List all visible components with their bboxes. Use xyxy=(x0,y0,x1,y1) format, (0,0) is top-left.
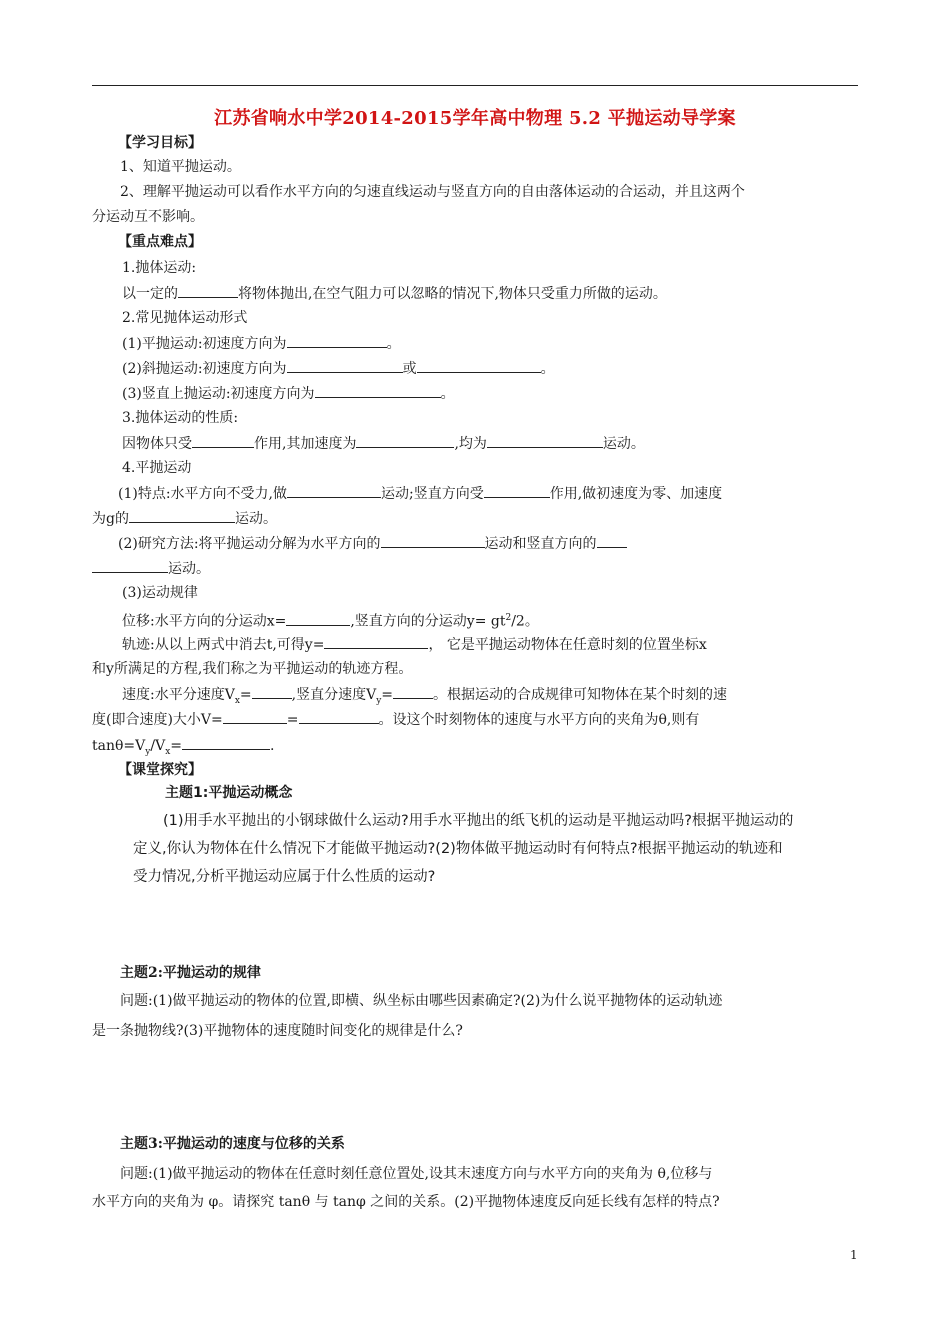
velocity-line-1: 速度:水平分速度$V_x=$ ,竖直分速度$V_y=$ 。根据运动的合成规律可知物体在某个时刻的速 xyxy=(122,684,727,711)
fill-blank[interactable] xyxy=(597,533,627,548)
section-4-title: 4.平抛运动 xyxy=(122,460,192,476)
fill-blank[interactable] xyxy=(178,283,238,298)
fill-blank[interactable] xyxy=(287,358,403,373)
section-2-item-1: (1)平抛运动:初速度方向为 。 xyxy=(122,333,401,354)
section-4-feature-1: (1)特点:水平方向不受力,做 运动;竖直方向受 作用,做初速度为零、加速度 xyxy=(118,483,722,504)
section-4-method-1: (2)研究方法:将平抛运动分解为水平方向的 运动和竖直方向的 xyxy=(118,533,627,554)
fill-blank[interactable] xyxy=(393,684,433,699)
motion-laws-title: (3)运动规律 xyxy=(122,585,198,601)
section-4-feature-2: 为g的 运动。 xyxy=(92,508,277,529)
page-title: 江苏省响水中学2014-2015学年高中物理 5.2 平抛运动导学案 xyxy=(214,108,736,129)
section-3-title: 3.抛体运动的性质: xyxy=(122,410,239,426)
keypoints-heading: 【重点难点】 xyxy=(118,234,202,250)
section-4-method-2: 运动。 xyxy=(92,558,210,579)
topic-2-line-1: 问题:(1)做平抛运动的物体的位置,即横、纵坐标由哪些因素确定?(2)为什么说平抛物体的运动轨迹 xyxy=(120,993,723,1009)
fill-blank[interactable] xyxy=(223,709,287,724)
fill-blank[interactable] xyxy=(286,611,350,626)
fill-blank[interactable] xyxy=(129,508,235,523)
section-1-title: 1.抛体运动: xyxy=(122,260,197,276)
objective-1: 1、知道平抛运动。 xyxy=(120,159,241,175)
section-2-title: 2.常见抛体运动形式 xyxy=(122,310,248,326)
fill-blank[interactable] xyxy=(417,358,541,373)
topic-1-line-2: 定义,你认为物体在什么情况下才能做平抛运动?(2)物体做平抛运动时有何特点?根据平抛运动的轨迹和 xyxy=(133,841,783,857)
topic-3-title: 主题3:平抛运动的速度与位移的关系 xyxy=(120,1136,345,1152)
fill-blank[interactable] xyxy=(324,634,428,649)
objectives-heading: 【学习目标】 xyxy=(118,135,202,151)
trajectory-line-2: 和y所满足的方程,我们称之为平抛运动的轨迹方程。 xyxy=(92,661,413,677)
topic-2-title: 主题2:平抛运动的规律 xyxy=(120,965,261,981)
header-rule xyxy=(92,85,858,86)
objective-2-line1: 2、理解平抛运动可以看作水平方向的匀速直线运动与竖直方向的自由落体运动的合运动，并且这两个 xyxy=(120,184,745,200)
fill-blank[interactable] xyxy=(315,383,441,398)
topic-1-line-3: 受力情况,分析平抛运动应属于什么性质的运动? xyxy=(133,869,436,885)
fill-blank[interactable] xyxy=(287,483,381,498)
fill-blank[interactable] xyxy=(487,433,603,448)
topic-1-line-1: (1)用手水平抛出的小钢球做什么运动?用手水平抛出的纸飞机的运动是平抛运动吗?根据平抛运动的 xyxy=(163,813,794,829)
section-2-item-3: (3)竖直上抛运动:初速度方向为 。 xyxy=(122,383,455,404)
section-2-item-2: (2)斜抛运动:初速度方向为 或 。 xyxy=(122,358,555,379)
topic-3-line-2: 水平方向的夹角为 φ。请探究 tanθ 与 tanφ 之间的关系。(2)平抛物体速度反向延长线有怎样的特点? xyxy=(92,1194,720,1210)
displacement-line: 位移:水平方向的分运动x= ,竖直方向的分运动$y= gt^2/2$。 xyxy=(122,608,539,632)
velocity-line-2: 度(即合速度)大小V= = 。设这个时刻物体的速度与水平方向的夹角为θ,则有 xyxy=(92,709,699,730)
tan-theta-line: $\tan\theta=V_y/V_x=$ . xyxy=(92,735,274,762)
topic-3-line-1: 问题:(1)做平抛运动的物体在任意时刻任意位置处,设其末速度方向与水平方向的夹角为 θ,位移与 xyxy=(120,1166,713,1182)
fill-blank[interactable] xyxy=(252,684,292,699)
fill-blank[interactable] xyxy=(92,558,168,573)
fill-blank[interactable] xyxy=(299,709,379,724)
fill-blank[interactable] xyxy=(381,533,485,548)
fill-blank[interactable] xyxy=(484,483,550,498)
section-3-text: 因物体只受 作用,其加速度为 ,均为 运动。 xyxy=(122,433,645,454)
section-1-text: 以一定的 将物体抛出,在空气阻力可以忽略的情况下,物体只受重力所做的运动。 xyxy=(122,283,667,304)
objective-2-line2: 分运动互不影响。 xyxy=(92,209,204,225)
trajectory-line-1: 轨迹:从以上两式中消去t,可得y= ， 它是平抛运动物体在任意时刻的位置坐标x xyxy=(122,634,707,655)
fill-blank[interactable] xyxy=(287,333,387,348)
page-number: 1 xyxy=(850,1248,858,1262)
topic-2-line-2: 是一条抛物线?(3)平抛物体的速度随时间变化的规律是什么? xyxy=(92,1023,463,1039)
topic-1-title: 主题1:平抛运动概念 xyxy=(165,785,293,801)
fill-blank[interactable] xyxy=(192,433,254,448)
explore-heading: 【课堂探究】 xyxy=(118,762,202,778)
fill-blank[interactable] xyxy=(182,735,270,750)
fill-blank[interactable] xyxy=(356,433,454,448)
